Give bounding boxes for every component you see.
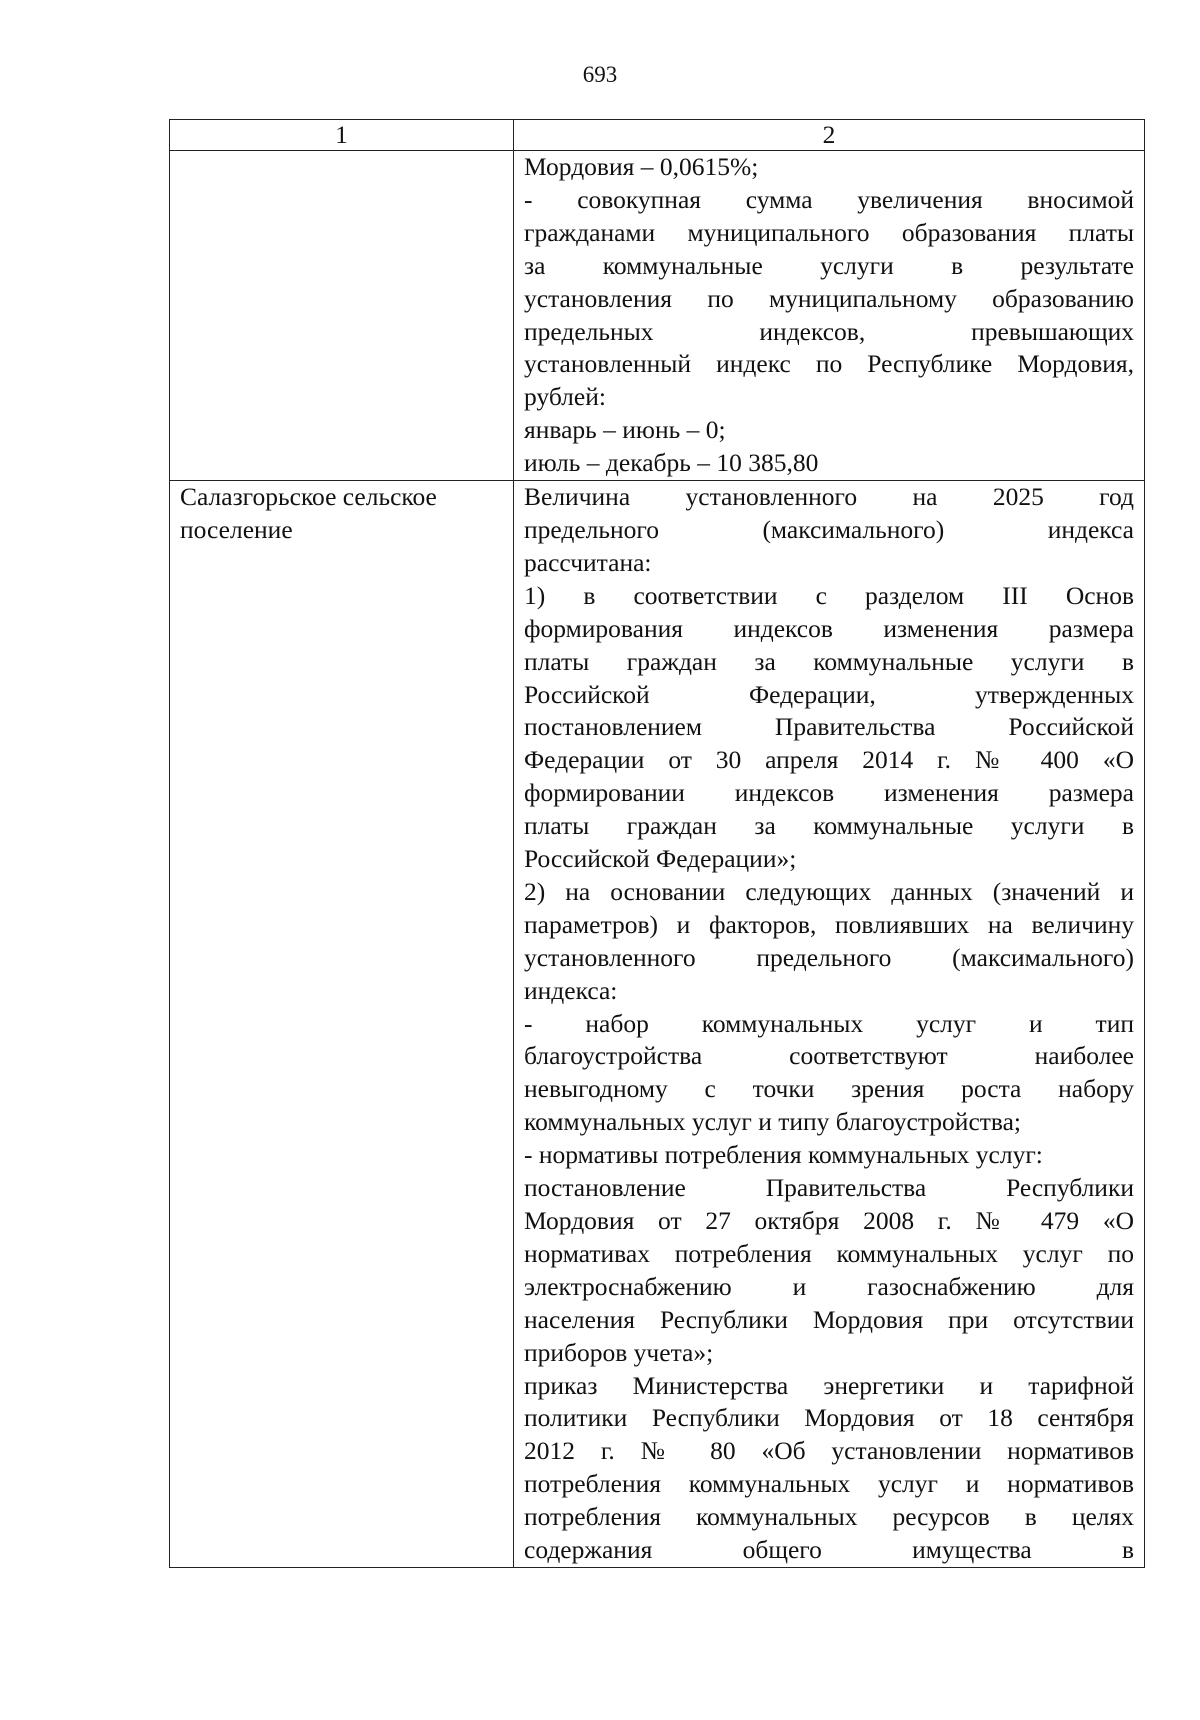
description-line: политики Республики Мордовия от 18 сентября [524,1403,1134,1433]
description-line: Мордовия – 0,0615%; [524,152,759,181]
description-line: формировании индексов изменения размера [524,778,1134,808]
description-line: установления по муниципальному образованию [524,283,1134,313]
description-line: гражданами муниципального образования платы [524,217,1134,247]
description-line: Величина установленного на 2025 год [524,482,1134,512]
description-line: потребления коммунальных услуг и нормативов [524,1469,1134,1499]
description-line: формирования индексов изменения размера [524,613,1134,643]
table-header-row [170,120,1145,151]
description-line: за коммунальные услуги в результате [524,250,1134,280]
page-number: 693 [582,62,618,87]
description-line: Российской Федерации, утвержденных [524,679,1134,709]
description-line: потребления коммунальных ресурсов в целях [524,1502,1134,1532]
description-line: параметров) и факторов, повлиявших на величину [524,909,1134,939]
description-line: 2012 г. № 80 «Об установлении нормативов [524,1436,1134,1466]
description-line: приказ Министерства энергетики и тарифной [524,1370,1134,1400]
table-row [170,151,1145,481]
description-line: рассчитана: [524,547,652,577]
description-line: населения Республики Мордовия при отсутствии [524,1304,1134,1334]
description-line: постановление Правительства Республики [524,1173,1134,1203]
description-line: электроснабжению и газоснабжению для [524,1271,1134,1301]
description-cell [514,481,1145,1568]
table-row [170,481,1145,1568]
description-line: содержания общего имущества в [524,1535,1134,1565]
settlement-name-line: поселение [180,514,293,544]
description-line: рублей: [524,382,606,412]
column-header-1: 1 [170,120,514,151]
description-line: предельного (максимального) индекса [524,514,1134,544]
description-line: предельных индексов, превышающих [524,316,1134,346]
description-line: постановлением Правительства Российской [524,712,1134,742]
description-line: Российской Федерации»; [524,844,797,874]
description-line: июль – декабрь – 10 385,80 [524,448,819,478]
description-line: платы граждан за коммунальные услуги в [524,646,1134,676]
description-line: благоустройства соответствуют наиболее [524,1041,1134,1071]
description-line: - нормативы потребления коммунальных услуг: [524,1140,1043,1170]
description-line: - набор коммунальных услуг и тип [524,1008,1134,1038]
settlement-name-line: Салазгорьское сельское [180,482,437,512]
description-line: платы граждан за коммунальные услуги в [524,811,1134,841]
description-line: 2) на основании следующих данных (значений и [524,876,1134,906]
description-line: установленный индекс по Республике Мордовия, [524,349,1134,379]
table-body [170,151,1145,1568]
description-line: нормативах потребления коммунальных услуг по [524,1238,1134,1268]
settlement-name-cell [170,481,514,1568]
description-line: Мордовия от 27 октября 2008 г. № 479 «О [524,1206,1134,1235]
description-line: Федерации от 30 апреля 2014 г. № 400 «О [524,745,1134,775]
column-header-2: 2 [514,120,1145,151]
description-line: приборов учета»; [524,1337,714,1367]
description-line: невыгодному с точки зрения роста набору [524,1074,1134,1104]
description-line: установленного предельного (максимального) [524,942,1134,972]
description-line: 1) в соответствии с разделом III Основ [524,580,1134,610]
description-cell [514,151,1145,481]
data-table [169,119,1145,1568]
description-line: индекса: [524,975,618,1005]
description-line: коммунальных услуг и типу благоустройства; [524,1107,1022,1137]
description-line: - совокупная сумма увеличения вносимой [524,184,1134,214]
settlement-name-cell [170,151,514,481]
description-line: январь – июнь – 0; [524,415,726,445]
